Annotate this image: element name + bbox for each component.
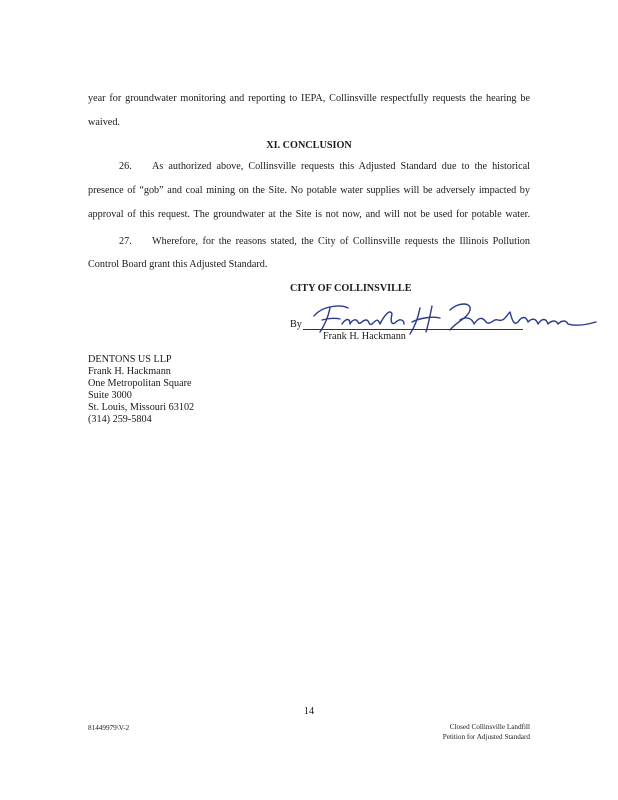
by-label: By [290, 319, 302, 330]
paragraph-27-line-2: Control Board grant this Adjusted Standard. [88, 259, 268, 270]
signature-line [303, 329, 523, 330]
section-heading: XI. CONCLUSION [266, 140, 352, 151]
paragraph-26-line-1: As authorized above, Collinsville requests this Adjusted Standard due to the historical [152, 161, 530, 172]
page-number: 14 [303, 706, 315, 717]
signatory-entity: CITY OF COLLINSVILLE [290, 283, 412, 294]
counsel-line: DENTONS US LLP [88, 354, 172, 365]
footer-caption-line-1: Closed Collinsville Landfill [449, 723, 530, 731]
paragraph-number-26: 26. [119, 161, 132, 172]
counsel-line: (314) 259-5804 [88, 414, 152, 425]
counsel-line: St. Louis, Missouri 63102 [88, 402, 195, 413]
counsel-line: Suite 3000 [88, 390, 132, 401]
paragraph-number-27: 27. [119, 236, 132, 247]
signer-name: Frank H. Hackmann [323, 331, 406, 342]
continued-line-1: year for groundwater monitoring and reporting to IEPA, Collinsville respectfully requests the hearing be [88, 93, 530, 104]
paragraph-26-line-3: approval of this request. The groundwater at the Site is not now, and will not be used for potable water. [88, 209, 530, 220]
continued-line-2: waived. [88, 117, 120, 128]
footer-caption-line-2: Petition for Adjusted Standard [442, 733, 530, 741]
paragraph-27-line-1: Wherefore, for the reasons stated, the City of Collinsville requests the Illinois Pollution [152, 236, 530, 247]
counsel-line: One Metropolitan Square [88, 378, 192, 389]
document-id: 81449979\V-2 [88, 724, 130, 732]
paragraph-26-line-2: presence of “gob” and coal mining on the Site. No potable water supplies will be adversely impacted by [88, 185, 530, 196]
counsel-line: Frank H. Hackmann [88, 366, 171, 377]
